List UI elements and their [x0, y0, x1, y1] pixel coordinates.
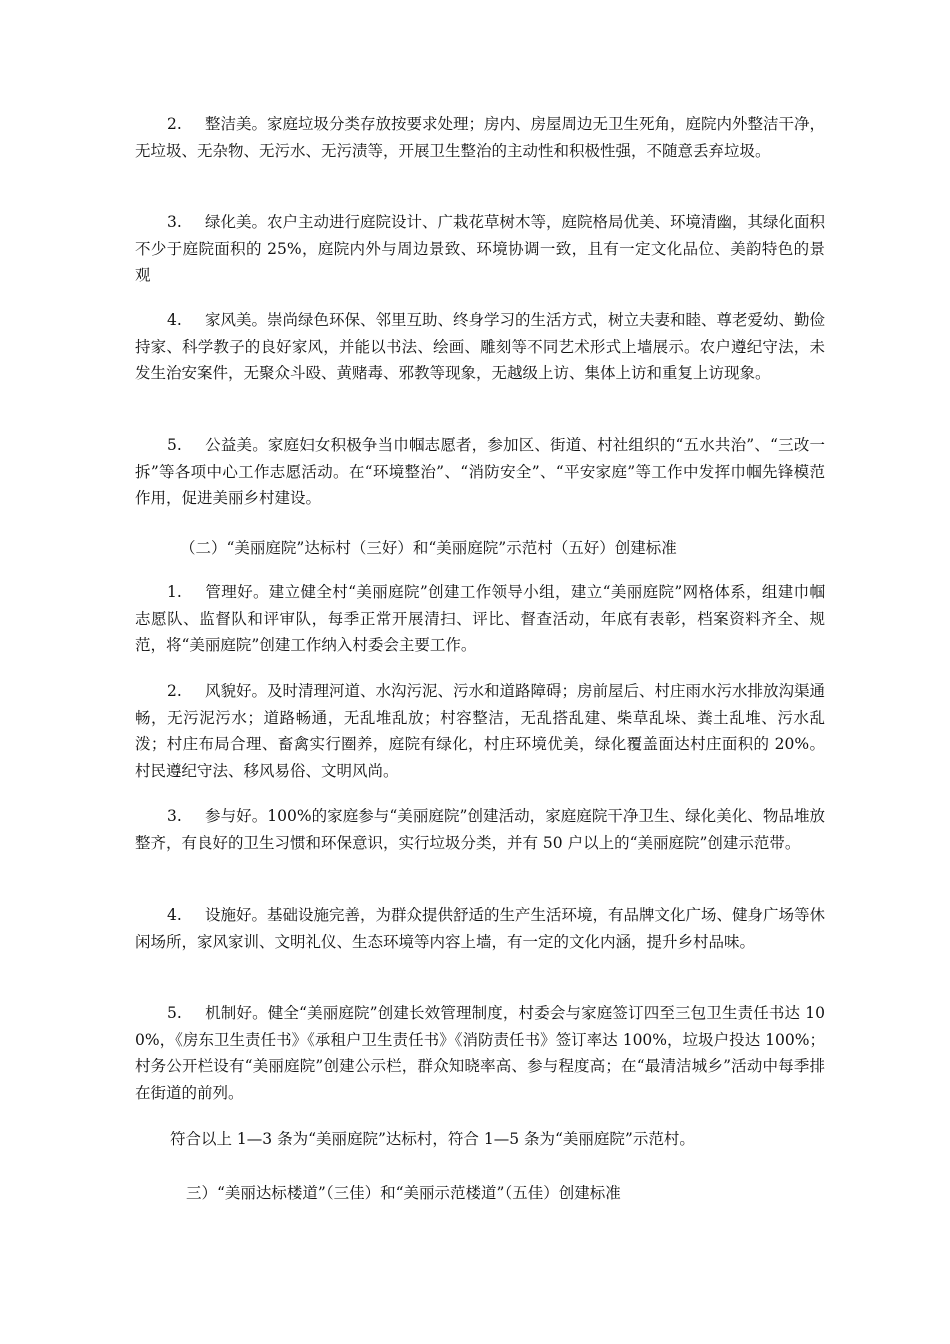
- item-number: 5.: [167, 436, 182, 454]
- item-text: 公益美。家庭妇女积极争当巾帼志愿者，参加区、街道、村社组织的“五水共治”、“三改一拆”等各项中心工作志愿活动。在“环境整治”、“消防安全”、“平安家庭”等工作中发挥巾帼先锋模范作用，促进美丽乡村建设。: [135, 436, 825, 507]
- item-text: 家风美。崇尚绿色环保、邻里互助、终身学习的生活方式，树立夫妻和睦、尊老爱幼、勤俭持家、科学教子的良好家风，并能以书法、绘画、雕刻等不同艺术形式上墙展示。农户遵纪守法，未发生治安案件，无聚众斗殴、黄赌毒、邪教等现象，无越级上访、集体上访和重复上访现象。: [135, 311, 826, 382]
- item-text: 风貌好。及时清理河道、水沟污泥、污水和道路障碍；房前屋后、村庄雨水污水排放沟渠通畅，无污泥污水；道路畅通，无乱堆乱放；村容整洁，无乱搭乱建、柴草乱垛、粪土乱堆、污水乱泼；村庄布局合理、畜禽实行圈养，庭院有绿化，村庄环境优美，绿化覆盖面达村庄面积的 20%。村民遵纪守法、移风易俗、文明风尚。: [135, 682, 826, 780]
- item-text: 整洁美。家庭垃圾分类存放按要求处理；房内、房屋周边无卫生死角，庭院内外整洁干净，无垃圾、无杂物、无污水、无污渍等，开展卫生整治的主动性和积极性强，不随意丢弃垃圾。: [135, 115, 826, 160]
- item-number: 3.: [167, 213, 182, 231]
- item-text: 设施好。基础设施完善，为群众提供舒适的生产生活环境，有品牌文化广场、健身广场等休闲场所，家风家训、文明礼仪、生态环境等内容上墙，有一定的文化内涵，提升乡村品味。: [135, 906, 826, 951]
- list-item-greening: [135, 209, 825, 289]
- list-item-facilities: [135, 902, 825, 955]
- summary-text: 符合以上 1—3 条为“美丽庭院”达标村，符合 1—5 条为“美丽庭院”示范村。: [170, 1130, 695, 1148]
- item-text: 绿化美。农户主动进行庭院设计、广栽花草树木等，庭院格局优美、环境清幽，其绿化面积不少于庭院面积的 25%，庭院内外与周边景致、环境协调一致，且有一定文化品位、美韵特色的景观: [135, 213, 826, 284]
- list-item-family-style: [135, 307, 825, 387]
- list-item-cleanliness: [135, 111, 825, 164]
- item-number: 5.: [167, 1004, 182, 1022]
- list-item-public-welfare: [135, 432, 825, 512]
- item-text: 参与好。100%的家庭参与“美丽庭院”创建活动，家庭庭院干净卫生、绿化美化、物品堆放整齐，有良好的卫生习惯和环保意识，实行垃圾分类，并有 50 户以上的“美丽庭院”创建示范带。: [135, 807, 825, 852]
- list-item-participation: [135, 803, 825, 856]
- item-number: 3.: [167, 807, 182, 825]
- item-number: 4.: [167, 906, 182, 924]
- item-number: 1.: [167, 583, 182, 601]
- item-number: 2.: [167, 115, 182, 133]
- item-text: 管理好。建立健全村“美丽庭院”创建工作领导小组，建立“美丽庭院”网格体系，组建巾帼志愿队、监督队和评审队，每季正常开展清扫、评比、督查活动，年底有表彰，档案资料齐全、规范，将“美丽庭院”创建工作纳入村委会主要工作。: [135, 583, 825, 654]
- item-number: 4.: [167, 311, 182, 329]
- item-text: 机制好。健全“美丽庭院”创建长效管理制度，村委会与家庭签订四至三包卫生责任书达 100%，《房东卫生责任书》《承租户卫生责任书》《消防责任书》签订率达 100%，垃圾户投达 100%；村务公开栏设有“美丽庭院”创建公示栏，群众知晓率高、参与程度高；在“最清洁城乡”活动中每季排在街道的前列。: [135, 1004, 825, 1102]
- section-heading-2: （二）“美丽庭院”达标村（三好）和“美丽庭院”示范村（五好）创建标准: [180, 539, 677, 557]
- section-heading-3: 三）“美丽达标楼道”（三佳）和“美丽示范楼道”（五佳）创建标准: [186, 1184, 621, 1202]
- list-item-mechanism: [135, 1000, 825, 1106]
- list-item-appearance: [135, 678, 825, 784]
- item-number: 2.: [167, 682, 182, 700]
- list-item-management: [135, 579, 825, 659]
